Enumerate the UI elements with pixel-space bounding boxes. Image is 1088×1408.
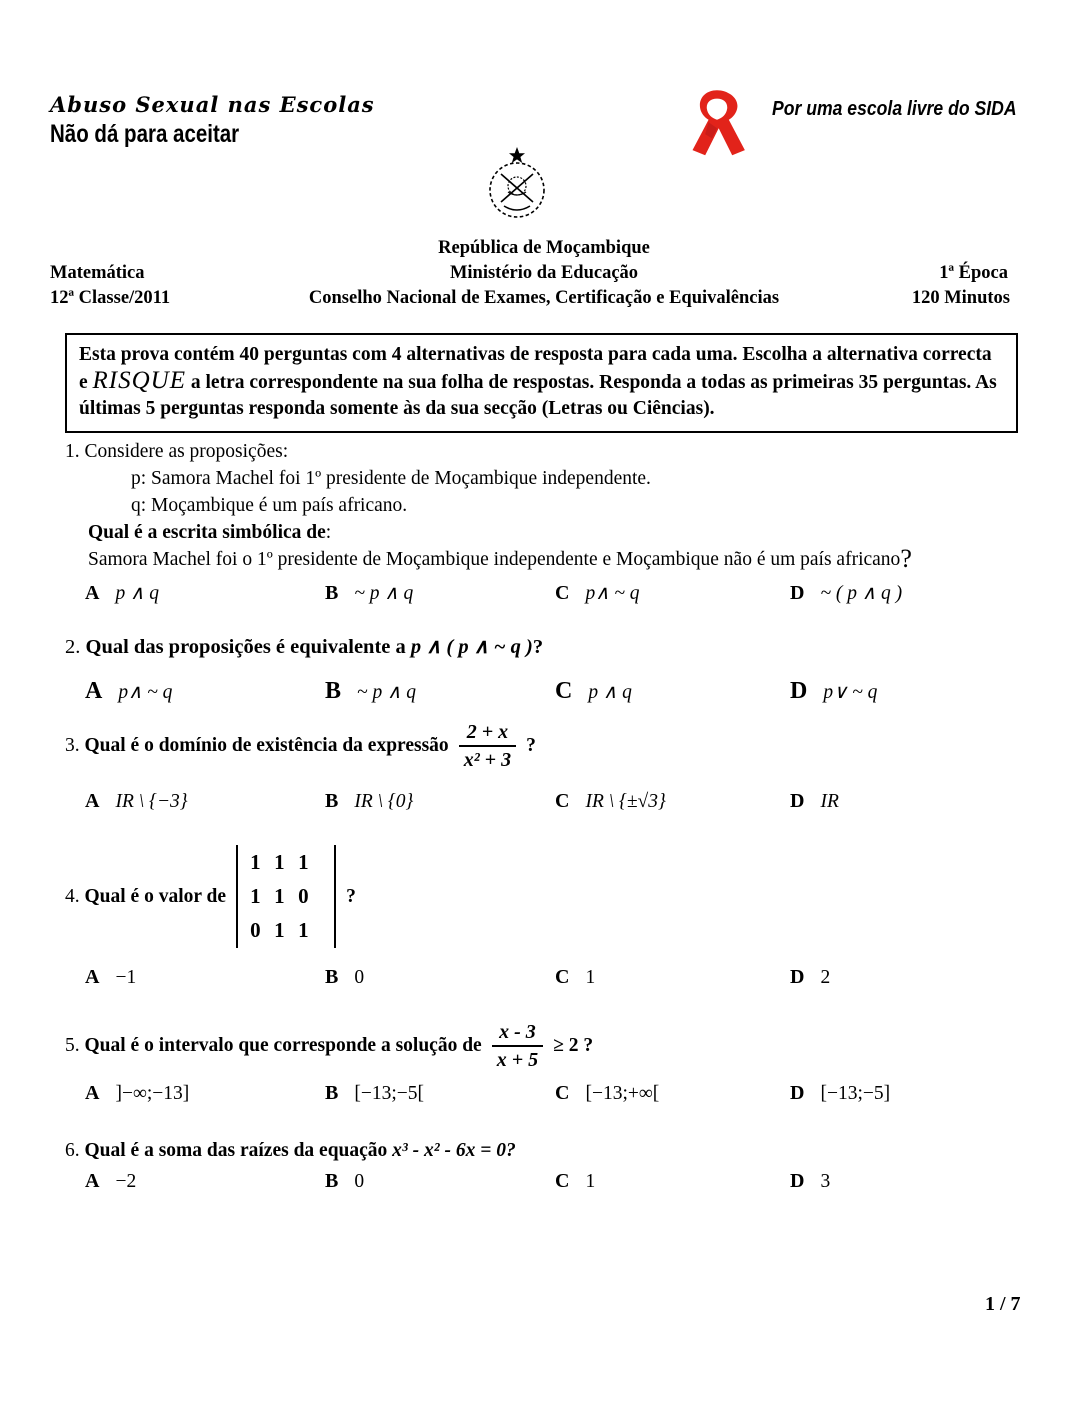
q4-determinant: 1 1 1 1 1 0 0 1 1 bbox=[236, 845, 336, 948]
q6-math: x³ - x² - 6x = 0? bbox=[392, 1140, 516, 1161]
q6-option-a: A −2 bbox=[85, 1170, 137, 1192]
q5-option-b: B [−13;−5[ bbox=[325, 1082, 424, 1104]
q1-intro: 1. Considere as proposições: bbox=[65, 441, 289, 462]
q3-number: 3. bbox=[65, 735, 80, 756]
q3-options bbox=[0, 790, 1088, 824]
header-council: Conselho Nacional de Exames, Certificação e Equivalências bbox=[308, 288, 780, 308]
q2-option-a: A p∧ ~ q bbox=[85, 678, 173, 704]
q2-options bbox=[0, 678, 1088, 712]
ribbon-motto: Por uma escola livre do SIDA bbox=[772, 98, 1017, 120]
q3-option-c: C IR \ {±√3} bbox=[555, 790, 666, 812]
instructions-text-before: Esta prova contém 40 perguntas com 4 alternativas de resposta para cada uma. Escolha a alternativa correcta e bbox=[79, 344, 992, 393]
instructions-risque: RISQUE bbox=[92, 367, 187, 394]
q6-text: 6. Qual é a soma das raízes da equação x³ - x² - 6x = 0? bbox=[65, 1140, 516, 1161]
q4-option-d: D 2 bbox=[790, 966, 831, 988]
q6-number: 6. bbox=[65, 1140, 80, 1161]
q5-fraction: $\frac{x - 3}{x + 5}$ bbox=[492, 1020, 543, 1072]
q5-tail: ≥ 2 ? bbox=[553, 1035, 594, 1056]
header-grade: 12ª Classe/2011 bbox=[50, 288, 171, 308]
q4-option-b: B 0 bbox=[325, 966, 365, 988]
instructions-text-after: a letra correspondente na sua folha de respostas. Responda a todas as primeiras 35 perguntas. As últimas 5 perguntas responda somente às da sua secção (Letras ou Ciências). bbox=[79, 372, 997, 419]
q3-text: 3. Qual é o domínio de existência da expressão $\frac{2 + x}{\text{x² + 3}}$ ? bbox=[65, 721, 536, 771]
q5-text: 5. Qual é o intervalo que corresponde a solução de $\frac{x - 3}{x + 5}$ ≥ 2 ? bbox=[65, 1021, 594, 1071]
q2-option-d: D p∨ ~ q bbox=[790, 678, 878, 704]
q2-number: 2. bbox=[65, 636, 81, 658]
q1-option-a: A p ∧ q bbox=[85, 582, 159, 604]
q1-option-d: D ~ ( p ∧ q ) bbox=[790, 582, 903, 604]
q4-options bbox=[0, 966, 1088, 1000]
header-duration: 120 Minutos bbox=[911, 288, 1010, 308]
campaign-slogan-bold: Não dá para aceitar bbox=[50, 120, 240, 148]
q1-prop-q: q: Moçambique é um país africano. bbox=[131, 495, 408, 516]
campaign-slogan-script: Abuso Sexual nas Escolas bbox=[50, 92, 375, 117]
q2-option-b: B ~ p ∧ q bbox=[325, 678, 416, 704]
header-subject: Matemática bbox=[50, 263, 145, 283]
q3-option-a: A IR \ {−3} bbox=[85, 790, 188, 812]
q6-options bbox=[0, 1170, 1088, 1204]
q2-option-c: C p ∧ q bbox=[555, 678, 632, 704]
q1-ask: Qual é a escrita simbólica de: bbox=[88, 522, 332, 543]
q1-statement: Samora Machel foi o 1º presidente de Moçambique independente e Moçambique não é um país africano? bbox=[88, 544, 912, 573]
q3-fraction: $\frac{2 + x}{\text{x² + 3}}$ bbox=[459, 720, 516, 772]
q3-option-d: D IR bbox=[790, 790, 839, 812]
header-country: República de Moçambique bbox=[438, 238, 650, 258]
header-epoca: 1ª Época bbox=[939, 263, 1008, 283]
q5-number: 5. bbox=[65, 1035, 80, 1056]
header-ministry: Ministério da Educação bbox=[449, 263, 639, 283]
q2-text: 2. Qual das proposições é equivalente a p ∧ ( p ∧ ~ q )? bbox=[65, 636, 544, 658]
q3-option-b: B IR \ {0} bbox=[325, 790, 414, 812]
q6-option-d: D 3 bbox=[790, 1170, 831, 1192]
q1-number: 1. bbox=[65, 441, 80, 462]
q2-math: p ∧ ( p ∧ ~ q ) bbox=[410, 636, 533, 658]
q5-options bbox=[0, 1082, 1088, 1116]
q5-option-a: A ]−∞;−13] bbox=[85, 1082, 190, 1104]
q1-prop-p: p: Samora Machel foi 1º presidente de Moçambique independente. bbox=[131, 468, 651, 489]
q1-option-b: B ~ p ∧ q bbox=[325, 582, 414, 604]
q4-option-a: A −1 bbox=[85, 966, 137, 988]
q6-option-b: B 0 bbox=[325, 1170, 365, 1192]
q1-options bbox=[0, 581, 1088, 615]
aids-ribbon-icon bbox=[674, 86, 760, 162]
q5-option-c: C [−13;+∞[ bbox=[555, 1082, 660, 1104]
q4-text: 4. Qual é o valor de 1 1 1 1 1 0 0 1 1 ? bbox=[65, 845, 356, 948]
q4-option-c: C 1 bbox=[555, 966, 596, 988]
q6-option-c: C 1 bbox=[555, 1170, 596, 1192]
q5-option-d: D [−13;−5] bbox=[790, 1082, 891, 1104]
q4-number: 4. bbox=[65, 885, 80, 907]
q1-option-c: C p∧ ~ q bbox=[555, 582, 640, 604]
instructions-box bbox=[65, 333, 1018, 433]
mozambique-emblem bbox=[486, 146, 548, 226]
page-number: 1 / 7 bbox=[985, 1293, 1021, 1315]
